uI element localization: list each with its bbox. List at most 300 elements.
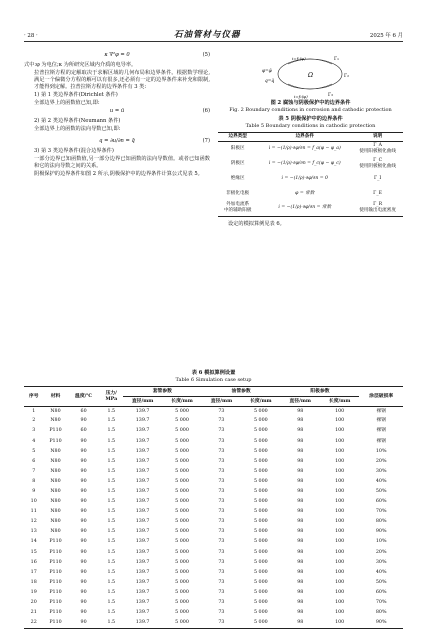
table-cell: 70% bbox=[375, 600, 387, 606]
table-cell: 3 bbox=[32, 428, 36, 434]
table-cell: 98 bbox=[297, 589, 304, 595]
table-cell: P110 bbox=[49, 600, 62, 606]
equation-6 bbox=[24, 108, 210, 118]
table-cell: 100 bbox=[335, 478, 345, 484]
boundary-type-1-heading: 1) 第 1 类边界条件(Dirichlet 条件) bbox=[34, 92, 118, 99]
polarization-label-2: i=f₂(φ) bbox=[294, 94, 308, 99]
table-cell: 139.7 bbox=[135, 499, 150, 505]
table-5-row bbox=[218, 186, 403, 201]
table-cell: 100 bbox=[335, 619, 345, 625]
table-cell: 20% bbox=[375, 458, 387, 464]
table-cell: 90 bbox=[80, 619, 87, 625]
table-cell: 139.7 bbox=[135, 448, 150, 454]
table-cell: 139.7 bbox=[135, 438, 150, 444]
table-cell: 73 bbox=[218, 619, 225, 625]
table-cell: 139.7 bbox=[135, 509, 150, 515]
table-cell: 5 000 bbox=[253, 489, 268, 495]
table-cell: 5 000 bbox=[175, 539, 189, 545]
table-row bbox=[24, 608, 403, 618]
table-cell: 90 bbox=[80, 519, 87, 525]
paragraph: 拉普拉斯方程的定解取决于求解区域的几何布局和边界条件。根据数学理论,满足一个偏微分方程的解可以有很多,还必须有一定的边界条件来补充和限制,才能得到定解。拉普拉斯方程的边界条件有 3 类: bbox=[34, 70, 210, 91]
boundary-type-2-desc: 全部边界上的函数的法向导数已知,即: bbox=[34, 126, 121, 133]
table-5-cell: Γ_A 使用阳极极化曲线 bbox=[359, 142, 396, 154]
table-cell: 100 bbox=[335, 418, 345, 424]
table-cell: 139.7 bbox=[135, 458, 150, 464]
table-row bbox=[24, 437, 403, 447]
table-cell: 30% bbox=[375, 559, 387, 565]
table-cell: N80 bbox=[50, 458, 61, 464]
table-cell: 5 000 bbox=[253, 549, 268, 555]
right-column bbox=[218, 52, 403, 229]
table-cell: 5 000 bbox=[175, 519, 189, 525]
table-cell: 139.7 bbox=[135, 418, 150, 424]
table-cell: 4 bbox=[32, 438, 36, 444]
table-cell: 70% bbox=[375, 509, 387, 515]
table-cell: 5 000 bbox=[175, 549, 189, 555]
table-row bbox=[24, 538, 403, 548]
table-cell: 100 bbox=[335, 589, 345, 595]
table-cell: 80% bbox=[375, 610, 387, 616]
table-5-caption: 表 5 阴极保护中的边界条件 bbox=[278, 115, 343, 122]
table-cell: 5 000 bbox=[253, 438, 268, 444]
table-cell: 1.5 bbox=[107, 600, 116, 606]
table-cell: 5 000 bbox=[253, 559, 268, 565]
table-cell: 5 000 bbox=[253, 539, 268, 545]
table-5-cell: 阳极区 bbox=[230, 145, 245, 151]
table-cell: N80 bbox=[50, 478, 61, 484]
table-cell: 98 bbox=[297, 458, 304, 464]
table-cell: 90 bbox=[80, 438, 87, 444]
boundary-diagram-svg bbox=[218, 52, 403, 100]
table-row bbox=[24, 417, 403, 427]
table-cell: P110 bbox=[49, 619, 62, 625]
table-5-caption-en: Table 5 Boundary conditions in cathodic protection bbox=[245, 122, 376, 129]
equation-5-body: κ ∇²φ = 0 bbox=[104, 52, 130, 58]
table-cell: 14 bbox=[30, 539, 37, 545]
table-cell: 10% bbox=[375, 448, 387, 454]
table-cell: 11 bbox=[30, 509, 37, 515]
table-cell: 139.7 bbox=[135, 478, 150, 484]
group-header-anode: 阳极参数 bbox=[281, 386, 360, 396]
table-5-row bbox=[218, 171, 403, 186]
col-header-diameter: 直径/mm bbox=[131, 398, 154, 405]
table-cell: 90 bbox=[80, 529, 87, 535]
group-header-casing: 套管参数 bbox=[123, 386, 202, 396]
table-cell: 1.5 bbox=[107, 589, 116, 595]
table-cell: 16 bbox=[30, 559, 37, 565]
table-cell: 139.7 bbox=[135, 619, 150, 625]
table-cell: 5 000 bbox=[253, 499, 268, 505]
table-cell: 100 bbox=[335, 569, 345, 575]
table-cell: 90 bbox=[80, 589, 87, 595]
table-5-cell: φ = 常数 bbox=[295, 190, 315, 196]
table-cell: 90 bbox=[80, 478, 87, 484]
table-cell: 5 000 bbox=[175, 600, 189, 606]
table-cell: 5 000 bbox=[175, 569, 189, 575]
table-cell: N80 bbox=[50, 529, 61, 535]
table-cell: N80 bbox=[50, 519, 61, 525]
col-header-no: 序号 bbox=[28, 393, 39, 400]
table-cell: 98 bbox=[297, 529, 304, 535]
table-5-header: 边界类型 bbox=[228, 133, 247, 139]
table-cell: 100 bbox=[335, 408, 345, 414]
table-cell: 73 bbox=[218, 468, 225, 474]
table-cell: 139.7 bbox=[135, 600, 150, 606]
table-cell: P110 bbox=[49, 559, 62, 565]
table-cell: 98 bbox=[297, 610, 304, 616]
table-cell: 90 bbox=[80, 489, 87, 495]
table-cell: 98 bbox=[297, 509, 304, 515]
table-cell: 1.5 bbox=[107, 549, 116, 555]
table-5-cell: i = −(1/ρ)·∂φ/∂n = 常数 bbox=[278, 205, 332, 211]
table-cell: 90 bbox=[80, 499, 87, 505]
table-5-cell: 阴极区 bbox=[230, 160, 245, 166]
table-cell: 98 bbox=[297, 559, 304, 565]
table-cell: 9 bbox=[32, 489, 36, 495]
table-cell: 73 bbox=[218, 539, 225, 545]
table-cell: 98 bbox=[297, 418, 304, 424]
table-cell: 98 bbox=[297, 448, 304, 454]
table-cell: 5 000 bbox=[175, 559, 189, 565]
table-5-row bbox=[218, 156, 403, 171]
table-cell: 13 bbox=[30, 529, 37, 535]
table-cell: 60 bbox=[80, 428, 87, 434]
table-cell: 1 bbox=[32, 408, 36, 414]
table-cell: 90 bbox=[80, 458, 87, 464]
table-cell: 5 000 bbox=[175, 610, 189, 616]
table-5-row bbox=[218, 201, 403, 216]
equation-5 bbox=[24, 52, 210, 62]
table-cell: 60% bbox=[375, 499, 387, 505]
table-cell: 90 bbox=[80, 448, 87, 454]
equation-6-body: u = ū bbox=[109, 108, 125, 115]
table-row bbox=[24, 487, 403, 497]
table-cell: 90 bbox=[80, 418, 87, 424]
table-cell: 98 bbox=[297, 499, 304, 505]
table-cell: 5 000 bbox=[175, 529, 189, 535]
table-cell: 12 bbox=[30, 519, 37, 525]
table-5-cell: 非极化电极 bbox=[226, 190, 250, 196]
table-6 bbox=[24, 386, 403, 629]
table-cell: 1.5 bbox=[107, 559, 116, 565]
table-cell: 139.7 bbox=[135, 549, 150, 555]
table-cell: 98 bbox=[297, 468, 304, 474]
table-cell: 1.5 bbox=[107, 468, 116, 474]
table-cell: P110 bbox=[49, 579, 62, 585]
table-5-cell: Γ_C 使用阴极极化曲线 bbox=[359, 157, 396, 169]
col-header-diameter: 直径/mm bbox=[289, 398, 311, 405]
table-cell: 90 bbox=[80, 559, 87, 565]
col-header-length: 长度/mm bbox=[328, 398, 351, 405]
table-cell: 5 000 bbox=[175, 458, 189, 464]
table-cell: 1.5 bbox=[107, 478, 116, 484]
equation-7-number: (7) bbox=[202, 138, 210, 145]
table-5-cell: Γ_R 使用输出电流密度 bbox=[359, 202, 396, 214]
table-row bbox=[24, 548, 403, 558]
table-cell: P110 bbox=[49, 438, 62, 444]
table-cell: 5 000 bbox=[253, 569, 268, 575]
table-cell: 90% bbox=[375, 529, 387, 535]
table-cell: 1.5 bbox=[107, 619, 116, 625]
col-header-length: 长度/mm bbox=[250, 398, 272, 405]
table-cell: 5 000 bbox=[175, 619, 189, 625]
table-cell: 5 000 bbox=[175, 579, 189, 585]
table-cell: 1.5 bbox=[107, 428, 116, 434]
table-row bbox=[24, 507, 403, 517]
table-cell: 30% bbox=[375, 468, 387, 474]
table-cell: 100 bbox=[335, 448, 345, 454]
table-cell: 98 bbox=[297, 539, 304, 545]
table-cell: 6 bbox=[32, 458, 36, 464]
table-5-cell: Γ_I bbox=[373, 175, 382, 181]
table-5-cell: i = −(1/ρ)·∂φ/∂n = f_a(φ − φ_a) bbox=[268, 145, 341, 151]
table-cell: 1.5 bbox=[107, 438, 116, 444]
figure-2-caption-en: Fig. 2 Boundary conditions in corrosion and cathodic protection bbox=[229, 107, 392, 114]
table-cell: 7 bbox=[32, 468, 36, 474]
table-cell: 5 000 bbox=[253, 619, 268, 625]
table-cell: 73 bbox=[218, 549, 225, 555]
table-cell: 2 bbox=[32, 418, 36, 424]
table-cell: 5 000 bbox=[253, 458, 268, 464]
table-cell: 90 bbox=[80, 509, 87, 515]
table-cell: 100 bbox=[335, 559, 345, 565]
boundary-type-3-desc: 一部分边界已知函数值,另一部分边界已知函数的法向导数值。或者已知函数和它的法向导数之间的关系。 bbox=[34, 156, 210, 170]
table-5-header: 说明 bbox=[372, 133, 383, 139]
boundary-type-1-desc: 全部边界上的函数值已知,即: bbox=[34, 100, 100, 107]
table-cell: 139.7 bbox=[135, 569, 150, 575]
table-cell: P110 bbox=[49, 569, 62, 575]
table-cell: N80 bbox=[50, 448, 61, 454]
table-cell: 73 bbox=[218, 519, 225, 525]
table-cell: 90 bbox=[80, 549, 87, 555]
col-header-coating: 涂层破损率 bbox=[369, 393, 394, 400]
table-cell: 80% bbox=[375, 519, 387, 525]
table-cell: 1.5 bbox=[107, 610, 116, 616]
col-header-material: 材料 bbox=[50, 393, 61, 400]
table-cell: 5 000 bbox=[175, 499, 189, 505]
table-cell: 40% bbox=[375, 569, 387, 575]
table-cell: 5 000 bbox=[175, 448, 189, 454]
table-cell: P110 bbox=[49, 610, 62, 616]
table-cell: 98 bbox=[297, 408, 304, 414]
table-cell: 100 bbox=[335, 529, 345, 535]
table-cell: 139.7 bbox=[135, 559, 150, 565]
table-cell: 60 bbox=[80, 408, 87, 414]
gamma-2-label: Γ₂ bbox=[344, 74, 349, 79]
figure-2-caption: 图 2 腐蚀与阴极保护中的边界条件 bbox=[270, 100, 351, 106]
table-5-header: 边界条件 bbox=[295, 133, 314, 139]
left-column bbox=[24, 52, 210, 179]
table-cell: N80 bbox=[50, 418, 61, 424]
table-cell: 90 bbox=[80, 579, 87, 585]
table-cell: 5 000 bbox=[175, 428, 189, 434]
table-cell: 裸钢 bbox=[376, 408, 386, 414]
table-cell: 5 000 bbox=[175, 509, 189, 515]
table-cell: 100 bbox=[335, 600, 345, 606]
table-cell: 5 000 bbox=[253, 418, 268, 424]
table-5 bbox=[218, 132, 403, 217]
table-cell: 5 000 bbox=[253, 519, 268, 525]
flux-bc-label: q=q̄ bbox=[265, 79, 275, 84]
table-cell: 15 bbox=[30, 549, 37, 555]
boundary-type-2-heading: 2) 第 2 类边界条件(Neumann 条件) bbox=[34, 118, 121, 125]
table-cell: 1.5 bbox=[107, 499, 116, 505]
table-cell: 73 bbox=[218, 478, 225, 484]
table-cell: 100 bbox=[335, 428, 345, 434]
page-number: · 28 · bbox=[24, 33, 38, 39]
table-cell: 98 bbox=[297, 489, 304, 495]
table-cell: 139.7 bbox=[135, 408, 150, 414]
table-cell: 10 bbox=[30, 499, 37, 505]
table-cell: 90 bbox=[80, 468, 87, 474]
table-cell: 139.7 bbox=[135, 468, 150, 474]
table-cell: 10% bbox=[375, 539, 387, 545]
table-row bbox=[24, 517, 403, 527]
page-header bbox=[24, 30, 403, 42]
table-cell: 139.7 bbox=[135, 489, 150, 495]
table-cell: 5 000 bbox=[253, 529, 268, 535]
table-row bbox=[24, 477, 403, 487]
table-cell: 73 bbox=[218, 418, 225, 424]
table-cell: 90 bbox=[80, 610, 87, 616]
table-cell: 5 000 bbox=[253, 468, 268, 474]
table-cell: 90% bbox=[375, 619, 387, 625]
table-cell: 20% bbox=[375, 549, 387, 555]
table-cell: 100 bbox=[335, 519, 345, 525]
table-cell: 73 bbox=[218, 489, 225, 495]
table-cell: 5 000 bbox=[175, 489, 189, 495]
gamma-3-label: Γ₃ bbox=[328, 93, 333, 98]
table-6-intro: 设定的模拟算例见表 6。 bbox=[228, 220, 285, 227]
table-cell: 73 bbox=[218, 559, 225, 565]
col-header-pressure: 压力/ MPa bbox=[105, 389, 118, 403]
table-5-cell: 绝缘区 bbox=[230, 175, 245, 181]
table-cell: 22 bbox=[30, 619, 37, 625]
table-5-cell: Γ_E bbox=[373, 190, 383, 196]
table-cell: 1.5 bbox=[107, 408, 116, 414]
table-cell: N80 bbox=[50, 408, 61, 414]
table-cell: 100 bbox=[335, 579, 345, 585]
table-cell: 98 bbox=[297, 579, 304, 585]
table-cell: 1.5 bbox=[107, 509, 116, 515]
table-row bbox=[24, 588, 403, 598]
table-cell: 100 bbox=[335, 468, 345, 474]
table-cell: 1.5 bbox=[107, 458, 116, 464]
table-cell: 73 bbox=[218, 428, 225, 434]
table-cell: 139.7 bbox=[135, 519, 150, 525]
table-cell: 1.5 bbox=[107, 418, 116, 424]
boundary-type-3-heading: 3) 第 3 类边界条件(混合边界条件) bbox=[34, 148, 114, 155]
table-cell: 8 bbox=[32, 478, 36, 484]
table-cell: 139.7 bbox=[135, 539, 150, 545]
table-cell: 90 bbox=[80, 569, 87, 575]
potential-bc-label: φ=φ̄ bbox=[262, 69, 272, 74]
table-cell: 73 bbox=[218, 589, 225, 595]
table-cell: 5 000 bbox=[175, 478, 189, 484]
table-cell: 139.7 bbox=[135, 610, 150, 616]
table-cell: 98 bbox=[297, 619, 304, 625]
table-cell: 73 bbox=[218, 610, 225, 616]
polarization-label-1: i=f₁(φ) bbox=[292, 56, 306, 61]
table-cell: 19 bbox=[30, 589, 37, 595]
table-row bbox=[24, 467, 403, 477]
table-cell: N80 bbox=[50, 468, 61, 474]
table-cell: 73 bbox=[218, 579, 225, 585]
table-row bbox=[24, 558, 403, 568]
table-5-cell: 外加电流系 中的辅助阳极 bbox=[223, 202, 252, 214]
table-cell: 139.7 bbox=[135, 579, 150, 585]
table-cell: 100 bbox=[335, 489, 345, 495]
table-cell: 139.7 bbox=[135, 529, 150, 535]
table-cell: 73 bbox=[218, 458, 225, 464]
table-cell: 5 000 bbox=[175, 468, 189, 474]
table-cell: 17 bbox=[30, 569, 37, 575]
table-cell: 73 bbox=[218, 438, 225, 444]
table-cell: 5 000 bbox=[253, 600, 268, 606]
table-cell: 40% bbox=[375, 478, 387, 484]
equation-6-number: (6) bbox=[202, 108, 210, 115]
table-cell: P110 bbox=[49, 539, 62, 545]
table-row bbox=[24, 568, 403, 578]
table-cell: 5 000 bbox=[253, 509, 268, 515]
table-cell: 98 bbox=[297, 438, 304, 444]
table-cell: 20 bbox=[30, 600, 37, 606]
table-5-cell: i = −(1/ρ)·∂φ/∂n = 0 bbox=[281, 175, 328, 181]
table-row bbox=[24, 618, 403, 628]
table-cell: 98 bbox=[297, 428, 304, 434]
equation-5-number: (5) bbox=[202, 52, 210, 58]
boundary-arc-bottom bbox=[288, 84, 332, 89]
table-5-cell: i = −(1/ρ)·∂φ/∂n = f_c(φ − φ_c) bbox=[268, 160, 341, 166]
table-cell: 98 bbox=[297, 549, 304, 555]
table-cell: 1.5 bbox=[107, 569, 116, 575]
col-header-length: 长度/mm bbox=[171, 398, 193, 405]
table-cell: 5 000 bbox=[253, 589, 268, 595]
table-cell: 5 000 bbox=[253, 428, 268, 434]
table-cell: 5 000 bbox=[253, 610, 268, 616]
table-cell: 1.5 bbox=[107, 448, 116, 454]
table-cell: 100 bbox=[335, 499, 345, 505]
table-cell: 73 bbox=[218, 448, 225, 454]
table-6-caption: 表 6 模拟算例设置 bbox=[191, 370, 236, 376]
table-cell: 1.5 bbox=[107, 539, 116, 545]
table-row bbox=[24, 457, 403, 467]
col-header-temp: 温度/℃ bbox=[75, 393, 93, 400]
table-cell: 139.7 bbox=[135, 589, 150, 595]
table-cell: 21 bbox=[30, 610, 37, 616]
table-cell: 18 bbox=[30, 579, 37, 585]
table-row bbox=[24, 598, 403, 608]
table-row bbox=[24, 406, 403, 416]
table-cell: 100 bbox=[335, 438, 345, 444]
boundary-diagram bbox=[218, 52, 403, 100]
table-cell: 50% bbox=[375, 489, 387, 495]
paragraph: 阴极保护的边界条件如图 2 所示,阴极保护中的边界条件计算公式见表 5。 bbox=[34, 171, 203, 178]
issue-date: 2025 年 6 月 bbox=[369, 33, 403, 39]
table-cell: 1.5 bbox=[107, 519, 116, 525]
table-cell: 5 000 bbox=[253, 448, 268, 454]
table-cell: 73 bbox=[218, 499, 225, 505]
table-cell: 73 bbox=[218, 509, 225, 515]
table-6-block bbox=[24, 370, 403, 629]
table-cell: 5 000 bbox=[175, 589, 189, 595]
table-row bbox=[24, 528, 403, 538]
table-cell: 90 bbox=[80, 539, 87, 545]
equation-7 bbox=[24, 134, 210, 148]
table-cell: 73 bbox=[218, 600, 225, 606]
table-cell: 100 bbox=[335, 539, 345, 545]
table-cell: 裸钢 bbox=[376, 428, 386, 434]
